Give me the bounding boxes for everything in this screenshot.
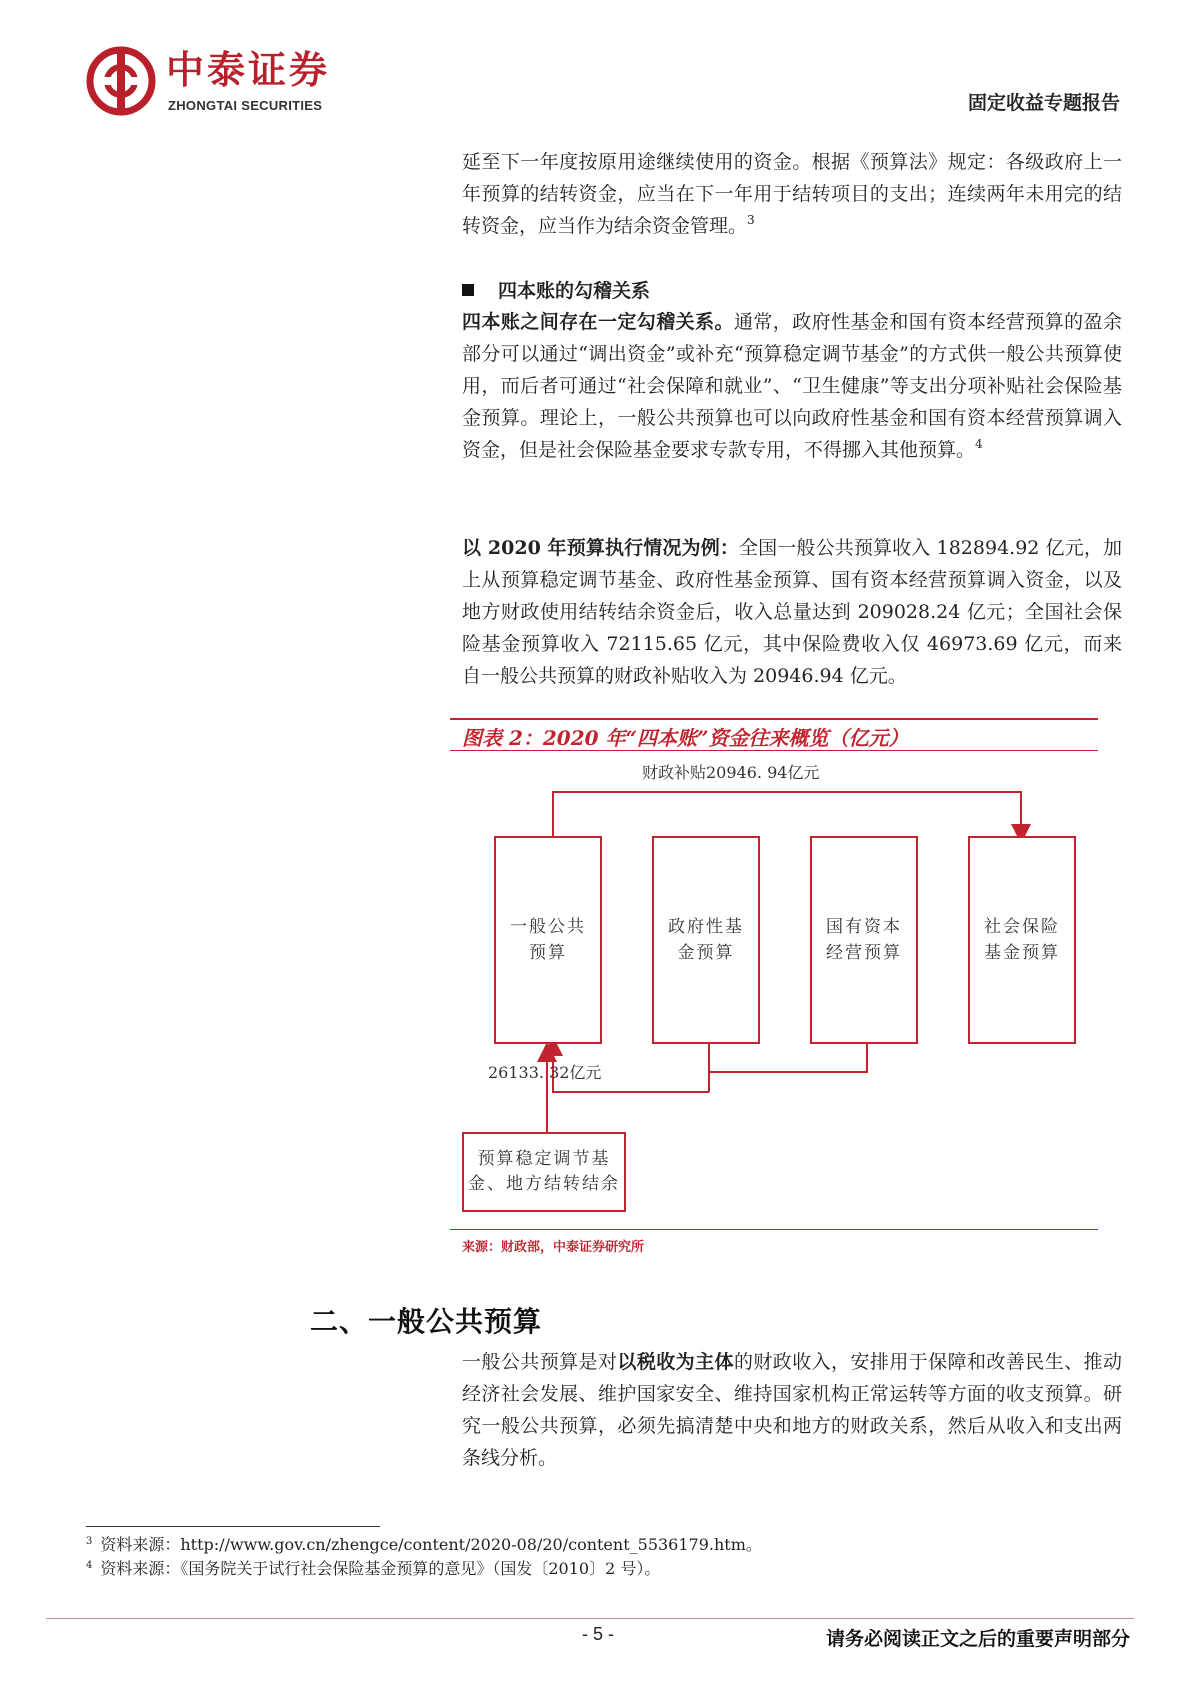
paragraph-carryover-funds (462, 146, 1122, 242)
footnote-number: 4 (86, 1560, 93, 1571)
footnote-number: 3 (86, 1536, 93, 1547)
bullet-heading-text: 四本账的勾稽关系 (498, 280, 651, 302)
footnote-3 (86, 1532, 762, 1555)
budget-box-social-insurance (968, 836, 1076, 1044)
footnote-ref-4[interactable]: 4 (975, 437, 983, 451)
logo-chinese-name: 中泰证券 (166, 48, 331, 92)
box-label: 国有资本经营预算 (826, 917, 902, 963)
figure-title: 图表 2：2020 年“四本账”资金往来概览（亿元） (462, 726, 909, 750)
budget-box-stabilization-fund (462, 1132, 626, 1212)
paragraph-text: 全国一般公共预算收入 182894.92 亿元，加上从预算稳定调节基金、政府性基金预算、国有资本经营预算调入资金，以及地方财政使用结转结余资金后，收入总量达到 209028.24 亿元；全国社会保险基金预算收入 72115.65 亿元，其中保险费收入仅 46973.69 亿元，而来自一般公共预算的财政补贴收入为 20946.94 亿元。 (462, 537, 1122, 687)
logo-english-name: ZHONGTAI SECURITIES (168, 98, 323, 113)
paragraph-general-budget-intro (462, 1346, 1122, 1474)
paragraph-text-lead: 一般公共预算是对 (462, 1351, 618, 1373)
budget-box-state-capital (810, 836, 918, 1044)
transfer-line-box3 (709, 1042, 867, 1072)
box-label: 预算稳定调节基金、地方结转结余 (468, 1149, 620, 1194)
footnote-4 (86, 1556, 660, 1579)
figure-top-rule (450, 718, 1098, 720)
footnote-text: 资料来源：《国务院关于试行社会保险基金预算的意见》（国发〔2010〕2 号）。 (100, 1559, 661, 1578)
bullet-heading (462, 276, 650, 303)
paragraph-bold-phrase: 以税收为主体 (617, 1351, 734, 1373)
figure-title-rule (450, 750, 1098, 751)
subsidy-flow-label: 财政补贴20946. 94亿元 (642, 763, 820, 782)
footnote-text[interactable]: 资料来源：http://www.gov.cn/zhengce/content/2020-08/20/content_5536179.htm。 (100, 1535, 762, 1554)
paragraph-bold-lead: 四本账之间存在一定勾稽关系。 (462, 311, 734, 333)
budget-box-general-public (494, 836, 602, 1044)
paragraph-text: 通常，政府性基金和国有资本经营预算的盈余部分可以通过“调出资金”或补充“预算稳定调节基金”的方式供一般公共预算使用，而后者可通过“社会保障和就业”、“卫生健康”等支出分项补贴社会保险基金预算。理论上，一般公共预算也可以向政府性基金和国有资本经营预算调入资金，但是社会保险基金要求专款专用，不得挪入其他预算。 (462, 311, 1122, 461)
section-title: 二、一般公共预算 (310, 1305, 543, 1338)
paragraph-text: 延至下一年度按原用途继续使用的资金。根据《预算法》规定：各级政府上一年预算的结转资金，应当在下一年用于结转项目的支出；连续两年未用完的结转资金，应当作为结余资金管理。 (462, 151, 1122, 237)
zhongtai-logo-icon (86, 46, 156, 116)
paragraph-2020-example (462, 532, 1122, 692)
report-type-label: 固定收益专题报告 (967, 92, 1120, 114)
box-label: 一般公共预算 (510, 917, 586, 963)
disclaimer-notice: 请务必阅读正文之后的重要声明部分 (825, 1628, 1130, 1650)
budget-box-government-fund (652, 836, 760, 1044)
paragraph-four-accounts (462, 306, 1122, 466)
paragraph-text: 的财政收入，安排用于保障和改善民生、推动经济社会发展、维护国家安全、维持国家机构正常运转等方面的收支预算。研究一般公共预算，必须先搞清楚中央和地方的财政关系，然后从收入和支出两条线分析。 (462, 1351, 1122, 1469)
footnote-rule (86, 1526, 380, 1527)
paragraph-bold-lead: 以 2020 年预算执行情况为例： (462, 537, 739, 559)
figure-source: 来源：财政部，中泰证券研究所 (462, 1240, 645, 1255)
square-bullet-icon (462, 284, 474, 296)
side-flow-label: 26133. 32亿元 (488, 1063, 602, 1082)
box-label: 政府性基金预算 (668, 917, 744, 963)
box-label: 社会保险基金预算 (984, 917, 1060, 963)
subsidy-flow-line (553, 792, 1021, 838)
footnote-ref-3[interactable]: 3 (747, 213, 755, 227)
page-number: - 5 - (582, 1624, 615, 1644)
footer-rule (46, 1618, 1134, 1619)
figure-bottom-rule (450, 1229, 1098, 1230)
